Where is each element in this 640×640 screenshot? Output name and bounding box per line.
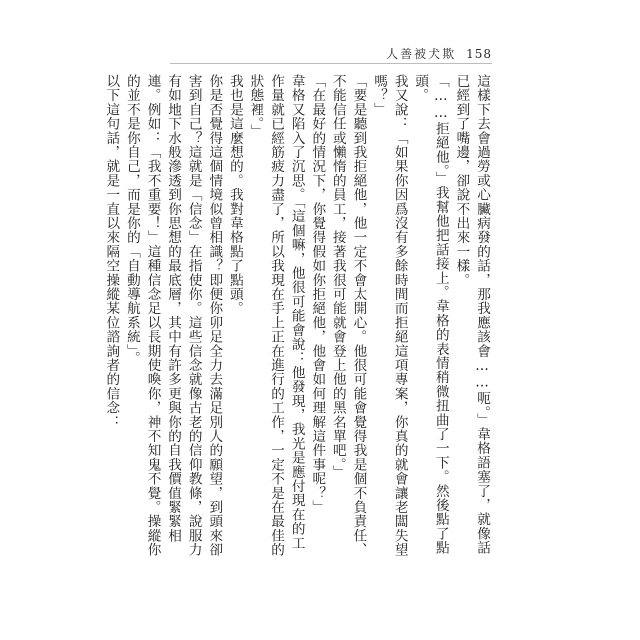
header-divider (170, 63, 492, 64)
running-header (386, 45, 492, 62)
paragraph: 我又說：「如果你因爲沒有多餘時間而拒絕這項專案，你真的就會讓老闆失望嗎？」 (371, 74, 408, 557)
book-title: 人善被犬欺 (386, 47, 457, 61)
paragraph: 「……拒絕他。」我幫他把話接上。韋格的表情稍微扭曲了一下。然後點了點頭。 (412, 74, 449, 555)
paragraph: 我也是這麼想的。我對韋格點了點頭。 (226, 74, 243, 316)
paragraph: 韋格又陷入了沉思。「這個嘛，他很可能會說：他發現，我光是應付現在的工作量就已經筋疲力盡了，所以我現在手上正在進行的工作，一定不是在最佳的狀態裡。」 (247, 74, 305, 557)
paragraph: 這樣下去會過勞或心臟病發的話，那我應該會……呃。」韋格語塞了，就像話已經到了嘴邊，卻說不出來一樣。 (453, 74, 490, 555)
body-text (103, 74, 492, 560)
paragraph: 你是否覺得這個情境似曾相識？即便你卯足全力去滿足別人的願望，到頭來卻害到自己？這就是「信念」在指使你。這些信念就像古老的信仰教條，說服力有如地下水般滲透到你思想的最底層，其中有許多更與你的自我價值緊緊相連。例如：「我不重要！」這種信念足以長期使喚你，神不知鬼不覺。操縱你的並不是你自己，而是你的「自動導航系統」。 (123, 74, 223, 557)
paragraph: 以下這句話，就是一直以來隔空操縱某位諮詢者的信念： (103, 74, 120, 429)
paragraph: 「要是聽到我拒絕他，他一定不會太開心。他很可能會覺得我是個不負責任、不能信任或懶惰的員工，接著我很可能就會登上他的黑名單吧。」 (329, 74, 367, 557)
paragraph: 「在最好的情況下，你覺得假如你拒絕他，他會如何理解這件事呢？」 (309, 74, 326, 515)
page-number: 158 (466, 47, 492, 61)
